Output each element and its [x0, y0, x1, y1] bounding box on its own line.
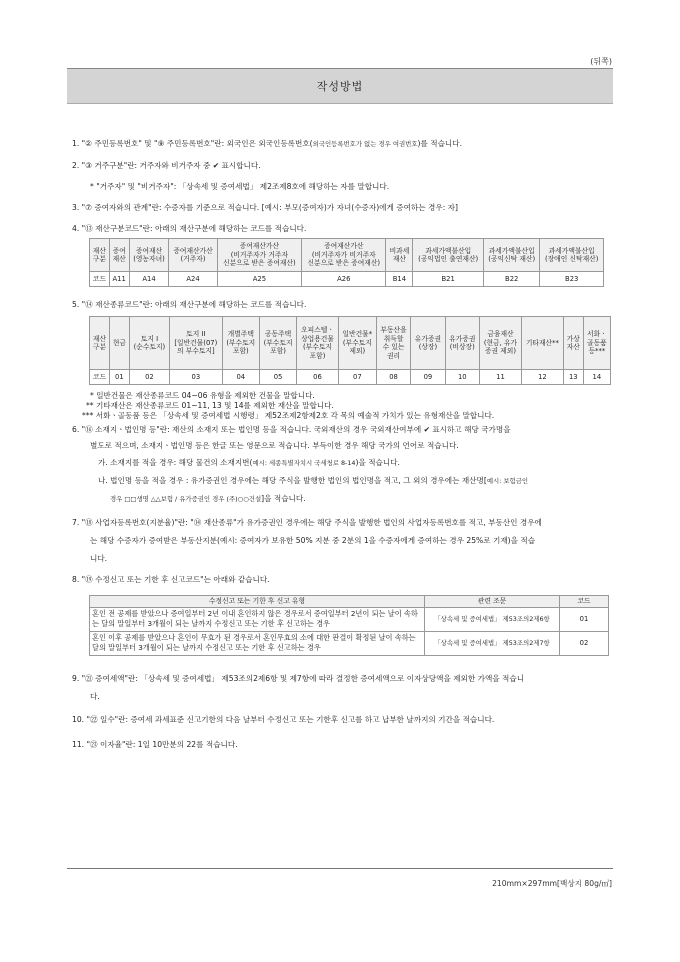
sub-a-text: 가. 소재지를 적을 경우: 해당 물건의 소재지번( [98, 458, 253, 467]
note-general-building: * 일반건물은 재산종류코드 04~06 유형을 제외한 건물을 말합니다. [90, 391, 315, 400]
sub-b-example-cont: 경우 □□생명 △△보험 / 유가증권인 경우 (주)○○건설 [110, 495, 262, 503]
code-cell: 코드 [90, 272, 110, 287]
instruction-1-text: 1. "② 주민등록번호" 및 "⑨ 주민등록번호"란: 외국인은 외국인등록번호( [72, 139, 313, 148]
instruction-8: 8. "⑲ 수정신고 또는 기한 후 신고코드"는 아래와 같습니다. [72, 575, 270, 584]
code-cell: 09 [411, 370, 445, 385]
header-cell: 일반건물* (부수토지 제외) [338, 317, 376, 370]
amend-law-2: 「상속세 및 증여세법」 제53조의2제7항 [425, 631, 560, 655]
code-cell: 05 [259, 370, 296, 385]
instruction-1-tail: )를 적습니다. [417, 139, 462, 148]
code-cell: 08 [376, 370, 410, 385]
instruction-9-line-1: 9. "㉑ 증여세액"란: 「상속세 및 증여세법」 제53조의2제6항 및 제7항에 따라 결정한 증여세액으로 이자상당액을 제외한 가액을 적습니 [72, 673, 525, 683]
code-cell: A26 [302, 272, 386, 287]
header-cell: 가상 자산 [563, 317, 583, 370]
table-row [90, 370, 611, 385]
code-cell: 10 [445, 370, 479, 385]
code-cell: 11 [479, 370, 521, 385]
instruction-7-line-1: 7. "⑱ 사업자등록번호(지분율)"란: "⑭ 재산종류"가 유가증권인 경우에는 해당 주식을 발행한 법인의 사업자등록번호를 적고, 부동산인 경우에 [72, 518, 542, 527]
instruction-11: 11. "㉓ 이자율"란: 1일 10만분의 22를 적습니다. [72, 739, 238, 749]
page-side-mark: (뒤쪽) [590, 57, 612, 66]
header-cell: 현금 [109, 317, 129, 370]
note-artwork: *** 서화ㆍ골동품 등은 「상속세 및 증여세법 시행령」 제52조제2항제2호 각 목의 예술적 가치가 있는 유형재산을 말합니다. [82, 411, 495, 420]
code-cell: 03 [170, 370, 223, 385]
property-category-code-table [89, 238, 604, 287]
amend-law-1: 「상속세 및 증여세법」 제53조의2제6항 [425, 607, 560, 631]
code-cell: B21 [413, 272, 484, 287]
instruction-2: 2. "③ 거주구분"란: 거주자와 비거주자 중 ✔ 표시합니다. [72, 161, 261, 170]
code-cell: 14 [583, 370, 610, 385]
code-cell: A14 [129, 272, 169, 287]
header-cell: 과세가액불산입 (공익법인 출연재산) [413, 239, 484, 272]
instruction-6-line-1: 6. "⑯ 소재지ㆍ법인명 등"란: 재산의 소재지 또는 법인명 등을 적습니다. 국외재산의 경우 국외재산여부에 ✔ 표시하고 해당 국가명을 [72, 425, 511, 434]
header-cell: 기타재산** [521, 317, 563, 370]
instruction-1 [72, 138, 617, 150]
instruction-2-note: * "거주자" 및 "비거주자": 「상속세 및 증여세법」 제2조제8호에 해당하는 자를 말합니다. [90, 182, 390, 191]
header-cell: 과세가액불산입 (공익신탁 재산) [484, 239, 540, 272]
sub-b-text: 나. 법인명 등을 적을 경우 : 유가증권인 경우에는 해당 주식을 발행한 법인의 법인명을 적고, 그 외의 경우에는 재산명[ [98, 476, 487, 485]
table-row [90, 631, 609, 655]
instruction-5: 5. "⑭ 재산종류코드"란: 아래의 재산구분에 해당하는 코드를 적습니다. [72, 300, 307, 309]
page-title: 작성방법 [316, 80, 364, 93]
instruction-6-sub-b [72, 472, 617, 490]
amendment-code-table [89, 595, 609, 656]
header-cell: 재산 구분 [90, 239, 110, 272]
table-header-row [90, 596, 609, 608]
header-cell: 부동산을 취득할 수 있는 권리 [376, 317, 410, 370]
instruction-9-line-2: 다. [90, 691, 100, 701]
header-cell: 증여재산가산 (거주자) [169, 239, 217, 272]
table-header-row [90, 317, 611, 370]
instructions-body [72, 138, 617, 750]
table-row [90, 607, 609, 631]
table-row [90, 272, 604, 287]
code-cell: 07 [338, 370, 376, 385]
code-cell: 01 [109, 370, 129, 385]
header-cell: 유가증권 (비상장) [445, 317, 479, 370]
header-cell: 재산 구분 [90, 317, 110, 370]
header-cell: 토지 I (순수토지) [129, 317, 169, 370]
sub-b-example: 예시: 보험금인 [486, 477, 529, 485]
header-code: 코드 [560, 596, 609, 608]
instruction-3: 3. "⑦ 증여자와의 관계"란: 수증자를 기준으로 적습니다. [예시: 부모(증여자)가 자녀(수증자)에게 증여하는 경우: 자] [72, 203, 458, 212]
property-type-code-table [89, 316, 611, 385]
code-cell: A11 [109, 272, 129, 287]
header-cell: 금융재산 (현금, 유가 증권 제외) [479, 317, 521, 370]
instruction-7-line-3: 니다. [90, 554, 108, 563]
header-cell: 유가증권 (상장) [411, 317, 445, 370]
code-cell: B22 [484, 272, 540, 287]
paper-spec: 210mm×297mm[백상지 80g/㎡] [492, 879, 612, 888]
amend-type-1: 혼인 전 공제를 받았으나 증여일부터 2년 이내 혼인하지 않은 경우로서 증여일부터 2년이 되는 날이 속하는 달의 말일부터 3개월이 되는 날까지 수정신고 또는 기한 후 신고하는 경우 [90, 607, 425, 631]
header-cell: 비과세 재산 [386, 239, 413, 272]
code-cell: 13 [563, 370, 583, 385]
code-cell: A25 [217, 272, 301, 287]
table-header-row [90, 239, 604, 272]
amend-type-2: 혼인 이후 공제를 받았으나 혼인이 무효가 된 경우로서 혼인무효의 소에 대한 판결이 확정된 날이 속하는 달의 말일부터 3개월이 되는 날까지 수정신고 또는 기한 후 신고하는 경우 [90, 631, 425, 655]
header-cell: 서화ㆍ 골동품 등*** [583, 317, 610, 370]
header-cell: 오피스텔ㆍ 상업용건물 (부수토지 포함) [297, 317, 339, 370]
code-cell: B14 [386, 272, 413, 287]
header-cell: 증여 재산 [109, 239, 129, 272]
code-cell: A24 [169, 272, 217, 287]
code-cell: 06 [297, 370, 339, 385]
code-cell: B23 [540, 272, 604, 287]
header-cell: 증여재산가산 (비거주자가 거주자 신분으로 받은 증여재산) [217, 239, 301, 272]
instruction-6-line-2: 별도로 적으며, 소재지ㆍ법인명 등은 한글 또는 영문으로 적습니다. 부득이한 경우 해당 국가의 언어로 적습니다. [90, 441, 459, 450]
title-bar [67, 68, 613, 104]
header-type: 수정신고 또는 기한 후 신고 유형 [90, 596, 425, 608]
header-cell: 과세가액불산입 (장애인 신탁재산) [540, 239, 604, 272]
header-cell: 개별주택 (부수토지 포함) [222, 317, 259, 370]
instruction-4: 4. "⑬ 재산구분코드"란: 아래의 재산구분에 해당하는 코드를 적습니다. [72, 224, 307, 233]
instruction-10: 10. "㉒ 일수"란: 증여세 과세표준 신고기한의 다음 날부터 수정신고 또는 기한후 신고를 하고 납부한 날까지의 기간을 적습니다. [72, 714, 495, 724]
instruction-7-line-2: 는 해당 수증자가 증여받은 부동산지분(예시: 증여자가 보유한 50% 지분 중 2분의 1을 수증자에게 증여하는 경우 25%로 기재)을 적습 [90, 536, 536, 545]
header-law: 관련 조문 [425, 596, 560, 608]
code-cell: 02 [129, 370, 169, 385]
header-cell: 증여재산 (영농자녀) [129, 239, 169, 272]
code-cell: 코드 [90, 370, 110, 385]
amend-code-2: 02 [560, 631, 609, 655]
instruction-6-sub-b-cont [72, 490, 617, 508]
instruction-6-sub-a [72, 454, 617, 472]
header-cell: 토지 II [일반건물(07) 의 부수토지] [170, 317, 223, 370]
amend-code-1: 01 [560, 607, 609, 631]
instruction-1-note: 외국인등록번호가 없는 경우 여권번호 [312, 140, 418, 148]
footer-divider [67, 868, 613, 869]
sub-a-example: 예시: 세종특별자치시 국세청로 8-14 [252, 459, 356, 467]
note-other-property: ** 기타재산은 재산종류코드 01~11, 13 및 14를 제외한 재산을 말합니다. [86, 401, 334, 410]
header-cell: 공동주택 (부수토지 포함) [259, 317, 296, 370]
instruction-5-notes [72, 391, 617, 421]
code-cell: 04 [222, 370, 259, 385]
code-cell: 12 [521, 370, 563, 385]
sub-b-tail: ]을 적습니다. [261, 494, 306, 503]
header-cell: 증여재산가산 (비거주자가 비거주자 신분으로 받은 증여재산) [302, 239, 386, 272]
sub-a-tail: )을 적습니다. [355, 458, 400, 467]
